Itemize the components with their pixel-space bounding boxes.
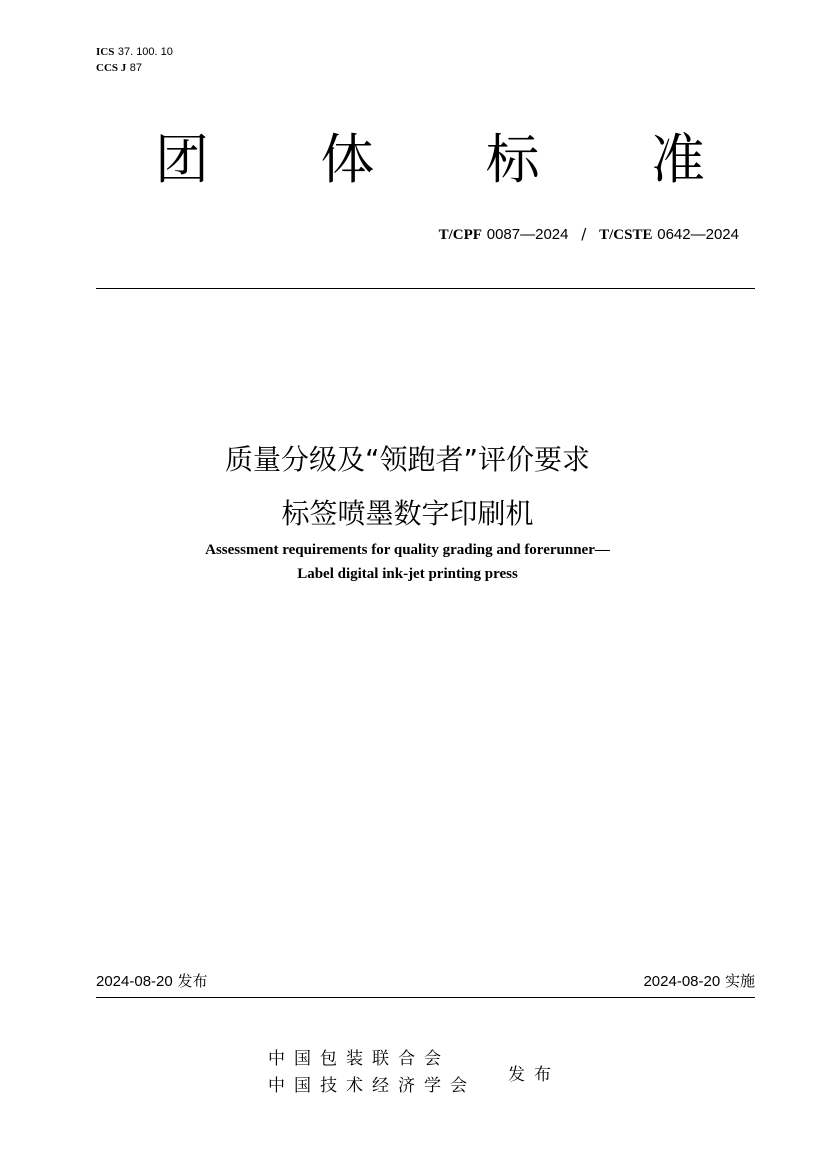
heading-char-2: 体 <box>320 128 375 191</box>
implement-date-label: 实施 <box>724 972 755 990</box>
standard-separator: / <box>581 225 587 243</box>
heading-char-3: 标 <box>485 128 540 191</box>
ics-label: ICS <box>96 46 115 58</box>
chinese-title-line-1: 质量分级及“领跑者”评价要求 <box>224 443 590 476</box>
ccs-code <box>96 60 173 76</box>
classification-codes <box>96 44 173 76</box>
standard-number-1: 0087—2024 <box>486 226 569 243</box>
chinese-title-line-2: 标签喷墨数字印刷机 <box>281 497 534 530</box>
ccs-label: CCS J <box>96 62 127 74</box>
publish-date <box>96 971 208 992</box>
english-title-line-2: Label digital ink-jet printing press <box>297 566 518 582</box>
standard-prefix-2: T/CSTE <box>599 227 653 243</box>
english-title-line-1: Assessment requirements for quality grading and forerunner— <box>205 542 610 558</box>
publish-date-label: 发布 <box>177 972 208 990</box>
standard-number <box>439 224 739 245</box>
standard-prefix-1: T/CPF <box>438 227 482 243</box>
issuing-organization-2: 中国技术经济学会 <box>268 1076 476 1096</box>
heading-char-1: 团 <box>155 128 209 191</box>
ics-code <box>96 44 173 60</box>
group-standard-heading <box>150 128 710 192</box>
top-divider <box>96 288 755 289</box>
standard-number-2: 0642—2024 <box>657 226 739 243</box>
bottom-divider <box>96 997 755 998</box>
implement-date <box>643 971 755 992</box>
heading-char-4: 准 <box>650 128 705 191</box>
ccs-value: 87 <box>129 62 143 74</box>
issuing-organization-1: 中国包装联合会 <box>268 1049 450 1069</box>
implement-date-value: 2024-08-20 <box>643 973 721 990</box>
publish-date-value: 2024-08-20 <box>96 973 173 990</box>
ics-value: 37. 100. 10 <box>117 46 173 58</box>
issuing-action: 发布 <box>508 1065 560 1085</box>
